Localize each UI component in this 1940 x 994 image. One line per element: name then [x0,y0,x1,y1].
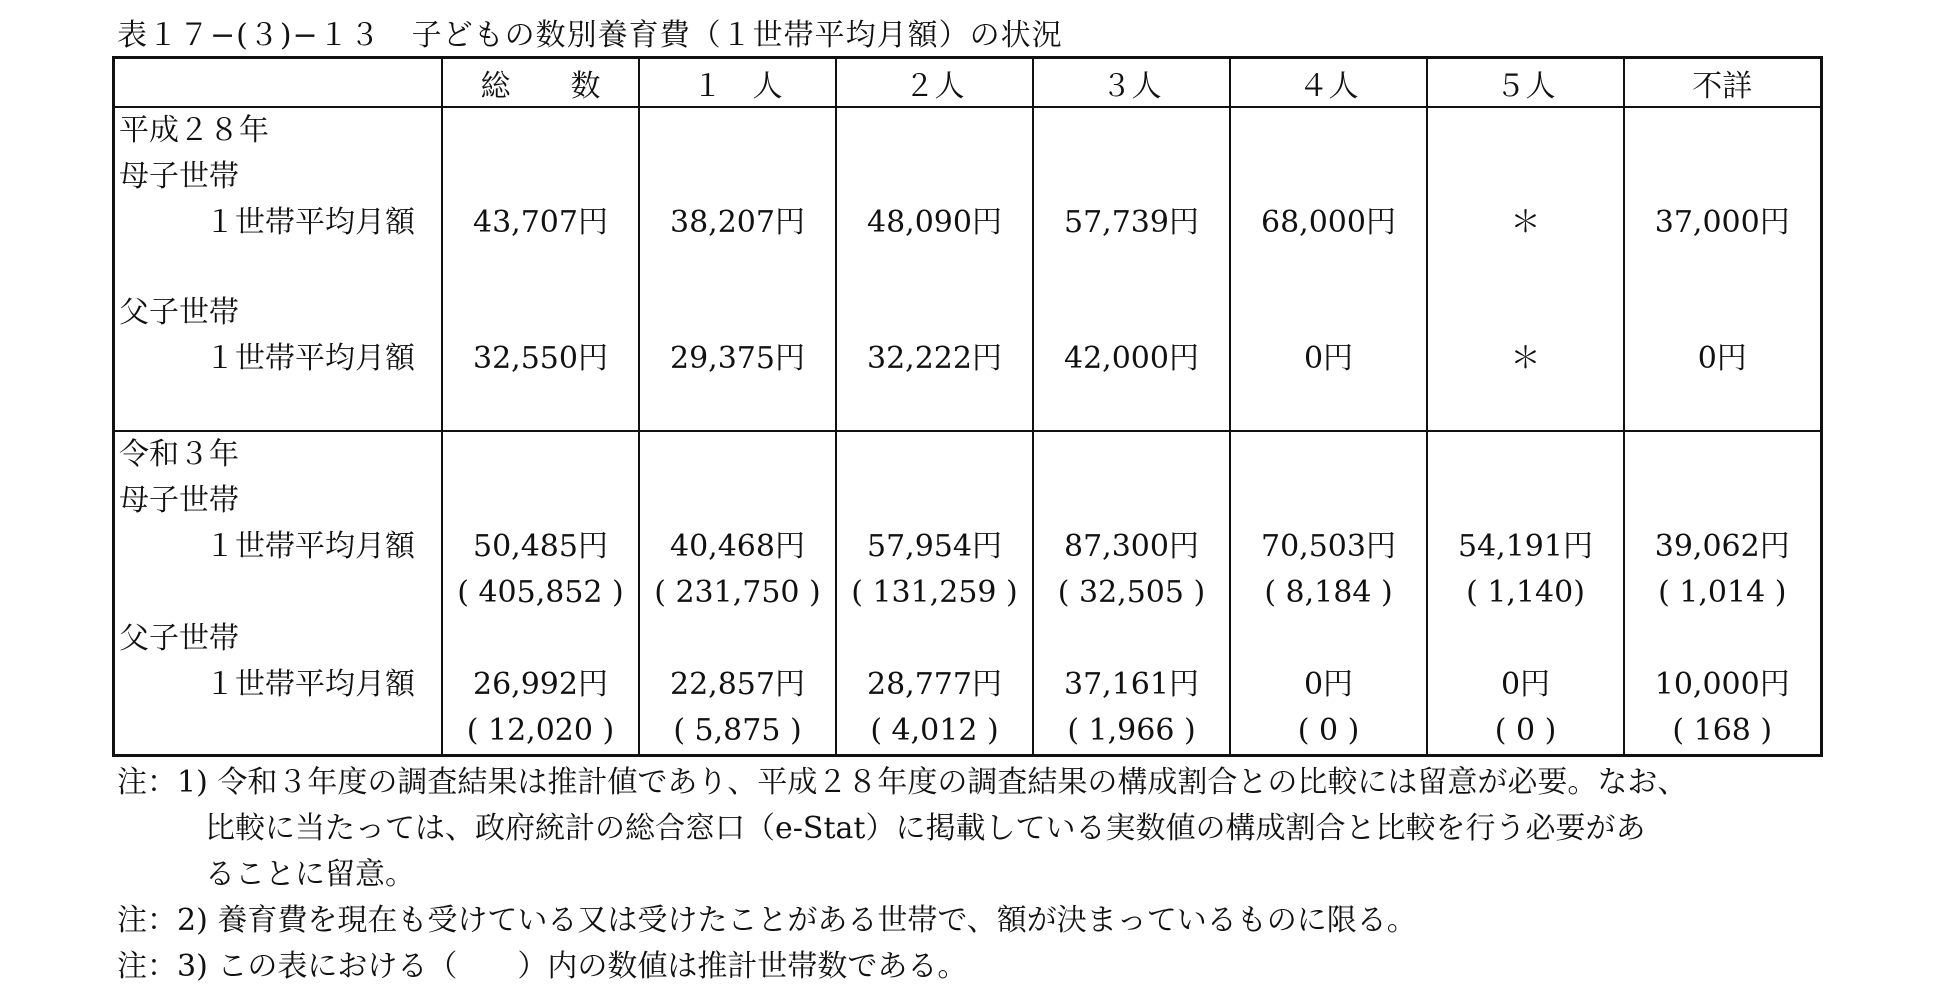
value: 50,485円 [473,529,608,564]
value: 10,000円 [1654,667,1790,702]
value: 57,739円 [1064,205,1199,240]
table-title: 表１７−(３)−１３ 子どもの数別養育費（１世帯平均月額）の状況 [117,18,1063,53]
count: ( 12,020 ) [466,713,615,748]
notes [117,760,1687,990]
group-label: 父子世帯 [119,621,239,656]
group-label: 母子世帯 [119,483,239,518]
header-cell: 不詳 [1624,58,1821,108]
value-cell [639,431,836,756]
header-cell: ５人 [1427,58,1624,108]
note-line: 注：2) 養育費を現在も受けている又は受けたことがある世帯で、額が決まっているものに限る。 [117,903,1417,938]
note-line: 比較に当たっては、政府統計の総合窓口（e-Stat）に掲載している実数値の構成割合と比較を行う必要があ [205,811,1646,846]
value: ＊ [1510,341,1541,376]
header-cell: ２人 [836,58,1033,108]
count: ( 231,750 ) [654,575,821,610]
group-label: 父子世帯 [119,295,239,330]
count: ( 1,140) [1466,575,1585,610]
table-row [114,107,1822,431]
header-cell: ３人 [1033,58,1230,108]
value: 57,954円 [867,529,1002,564]
count: ( 0 ) [1297,713,1360,748]
row-label: １世帯平均月額 [205,341,415,376]
value: 37,161円 [1064,667,1199,702]
table-row [114,431,1822,756]
group-label: 母子世帯 [119,159,239,194]
count: ( 8,184 ) [1264,575,1393,610]
count: ( 5,875 ) [673,713,802,748]
value-cell [1624,431,1821,756]
value: 87,300円 [1064,529,1199,564]
value: 0円 [1303,341,1354,376]
row-label-cell [114,431,443,756]
value-cell [1624,107,1821,431]
note-line: ることに留意。 [205,857,415,892]
value: 0円 [1500,667,1551,702]
value: 0円 [1697,341,1747,376]
value: 40,468円 [670,529,805,564]
value: 29,375円 [670,341,805,376]
row-label: １世帯平均月額 [205,205,415,240]
value: 43,707円 [473,205,608,240]
note-line: 注：3) この表における（ ）内の数値は推計世帯数である。 [117,949,968,984]
row-label: １世帯平均月額 [205,529,415,564]
value: 54,191円 [1458,529,1593,564]
header-cell [114,58,443,108]
value: 39,062円 [1654,529,1790,564]
value: 68,000円 [1261,205,1396,240]
value: 32,550円 [473,341,608,376]
value-cell [1033,107,1230,431]
count: ( 168 ) [1672,713,1773,748]
header-cell: １ 人 [639,58,836,108]
value: 37,000円 [1654,205,1790,240]
value: 48,090円 [867,205,1002,240]
data-table [112,56,1823,757]
year-label: 令和３年 [119,437,239,472]
count: ( 32,505 ) [1057,575,1206,610]
value-cell [442,107,639,431]
value-cell [1230,431,1427,756]
count: ( 131,259 ) [851,575,1018,610]
header-cell: ４人 [1230,58,1427,108]
value: 0円 [1303,667,1354,702]
count: ( 1,966 ) [1067,713,1196,748]
value: 32,222円 [867,341,1002,376]
row-label: １世帯平均月額 [205,667,415,702]
value: 22,857円 [670,667,805,702]
value: 38,207円 [670,205,805,240]
value: 28,777円 [867,667,1002,702]
year-label: 平成２８年 [119,113,269,148]
value-cell [1033,431,1230,756]
header-cell: 総 数 [442,58,639,108]
value-cell [1427,107,1624,431]
value-cell [442,431,639,756]
value: 42,000円 [1064,341,1199,376]
row-label-cell [114,107,443,431]
count: ( 0 ) [1494,713,1557,748]
count: ( 1,014 ) [1658,575,1787,610]
count: ( 405,852 ) [457,575,624,610]
value: 26,992円 [473,667,608,702]
value-cell [1427,431,1624,756]
note-line: 注：1) 令和３年度の調査結果は推計値であり、平成２８年度の調査結果の構成割合との比較には留意が必要。なお、 [117,765,1688,800]
value-cell [1230,107,1427,431]
value-cell [836,431,1033,756]
value: ＊ [1510,205,1541,240]
header-row [114,58,1822,108]
value-cell [836,107,1033,431]
value-cell [639,107,836,431]
count: ( 4,012 ) [870,713,999,748]
value: 70,503円 [1261,529,1396,564]
